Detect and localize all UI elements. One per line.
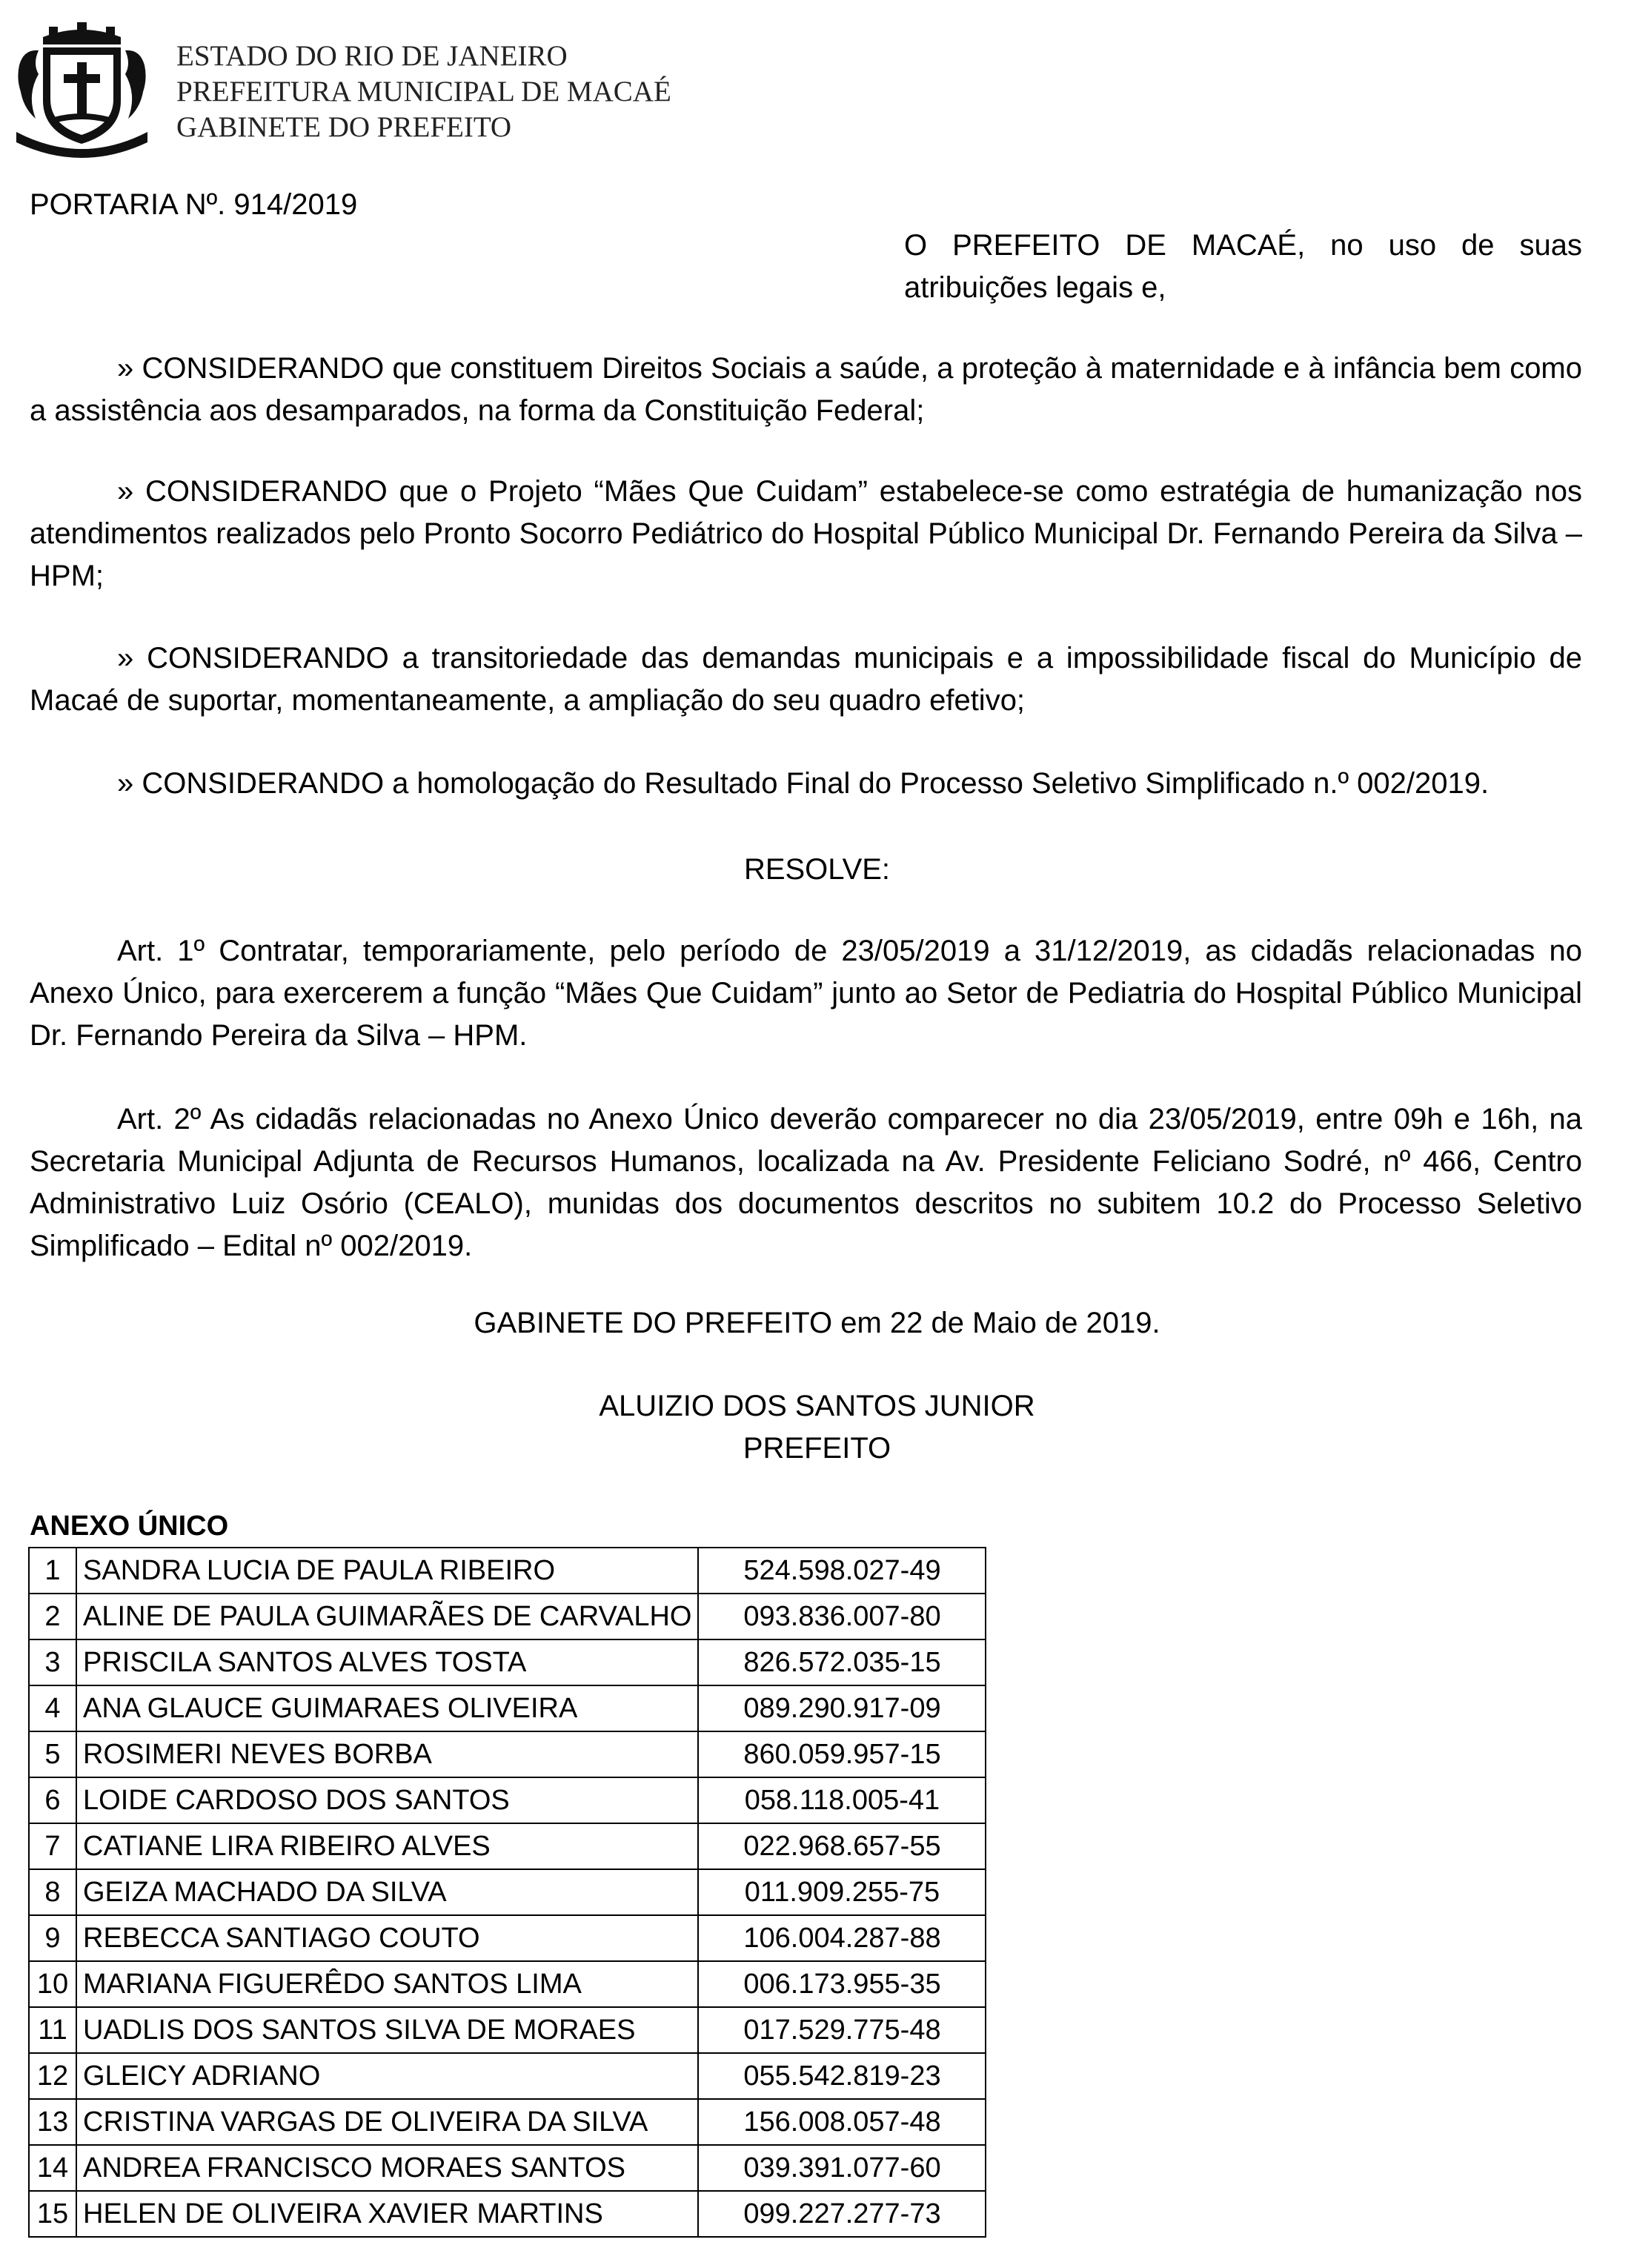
row-number: 5 <box>29 1731 76 1777</box>
letterhead <box>176 39 671 145</box>
row-number: 2 <box>29 1594 76 1639</box>
table-row <box>29 2145 986 2191</box>
table-row <box>29 1961 986 2007</box>
cpf-number: 058.118.005-41 <box>698 1777 986 1823</box>
cpf-number: 089.290.917-09 <box>698 1685 986 1731</box>
row-number: 4 <box>29 1685 76 1731</box>
citizen-name: MARIANA FIGUERÊDO SANTOS LIMA <box>76 1961 698 2007</box>
cpf-number: 017.529.775-48 <box>698 2007 986 2053</box>
table-row <box>29 2191 986 2237</box>
row-number: 8 <box>29 1869 76 1915</box>
considerando-paragraph: » CONSIDERANDO a transitoriedade das demandas municipais e a impossibilidade fiscal do Município de Macaé de suportar, momentaneamente, a ampliação do seu quadro efetivo; <box>30 642 1582 717</box>
annex-table-body <box>29 1548 986 2237</box>
citizen-name: ANA GLAUCE GUIMARAES OLIVEIRA <box>76 1685 698 1731</box>
cpf-number: 039.391.077-60 <box>698 2145 986 2191</box>
table-row <box>29 1594 986 1639</box>
citizen-name: GLEICY ADRIANO <box>76 2053 698 2099</box>
article-paragraph: Art. 1º Contratar, temporariamente, pelo período de 23/05/2019 a 31/12/2019, as cidadãs relacionadas no Anexo Único, para exercerem a função “Mães Que Cuidam” junto ao Setor de Pediatria do Hospital Público Municipal Dr. Fernando Pereira da Silva – HPM. <box>30 935 1582 1052</box>
article-paragraph: Art. 2º As cidadãs relacionadas no Anexo Único deverão comparecer no dia 23/05/2019, entre 09h e 16h, na Secretaria Municipal Adjunta de Recursos Humanos, localizada na Av. Presidente Feliciano Sodré, nº 466, Centro Administrativo Luiz Osório (CEALO), munidas dos documentos descritos no subitem 10.2 do Processo Seletivo Simplificado – Edital nº 002/2019. <box>30 1103 1582 1262</box>
citizen-name: CRISTINA VARGAS DE OLIVEIRA DA SILVA <box>76 2099 698 2145</box>
table-row <box>29 1548 986 1594</box>
office-name: GABINETE DO PREFEITO <box>176 111 512 143</box>
cpf-number: 860.059.957-15 <box>698 1731 986 1777</box>
citizen-name: ROSIMERI NEVES BORBA <box>76 1731 698 1777</box>
cpf-number: 156.008.057-48 <box>698 2099 986 2145</box>
cpf-number: 524.598.027-49 <box>698 1548 986 1594</box>
considerando-4-block <box>30 763 1582 805</box>
table-row <box>29 1777 986 1823</box>
citizen-name: SANDRA LUCIA DE PAULA RIBEIRO <box>76 1548 698 1594</box>
row-number: 15 <box>29 2191 76 2237</box>
table-row <box>29 1685 986 1731</box>
citizen-name: HELEN DE OLIVEIRA XAVIER MARTINS <box>76 2191 698 2237</box>
city-hall-name: PREFEITURA MUNICIPAL DE MACAÉ <box>176 76 671 107</box>
considerando-paragraph: » CONSIDERANDO que o Projeto “Mães Que Cuidam” estabelece-se como estratégia de humanização nos atendimentos realizados pelo Pronto Socorro Pediátrico do Hospital Público Municipal Dr. Fernando Pereira da Silva – HPM; <box>30 475 1582 592</box>
citizen-name: LOIDE CARDOSO DOS SANTOS <box>76 1777 698 1823</box>
table-row <box>29 2099 986 2145</box>
table-row <box>29 1915 986 1961</box>
considerando-3-block <box>30 637 1582 722</box>
row-number: 10 <box>29 1961 76 2007</box>
cpf-number: 011.909.255-75 <box>698 1869 986 1915</box>
citizen-name: ANDREA FRANCISCO MORAES SANTOS <box>76 2145 698 2191</box>
annex-table <box>28 1547 986 2238</box>
cpf-number: 093.836.007-80 <box>698 1594 986 1639</box>
considerando-paragraph: » CONSIDERANDO a homologação do Resultado Final do Processo Seletivo Simplificado n.º 002/2019. <box>117 767 1489 800</box>
cpf-number: 006.173.955-35 <box>698 1961 986 2007</box>
table-row <box>29 1869 986 1915</box>
coat-of-arms-icon <box>13 21 150 158</box>
row-number: 13 <box>29 2099 76 2145</box>
annex-title: ANEXO ÚNICO <box>30 1511 229 1542</box>
citizen-name: UADLIS DOS SANTOS SILVA DE MORAES <box>76 2007 698 2053</box>
signatory-name: ALUIZIO DOS SANTOS JUNIOR <box>599 1390 1035 1422</box>
row-number: 3 <box>29 1639 76 1685</box>
table-row <box>29 2007 986 2053</box>
citizen-name: ALINE DE PAULA GUIMARÃES DE CARVALHO <box>76 1594 698 1639</box>
signatory-title: PREFEITO <box>743 1432 891 1465</box>
table-row <box>29 1639 986 1685</box>
considerando-2-block <box>30 471 1582 597</box>
preamble: O PREFEITO DE MACAÉ, no uso de suas atribuições legais e, <box>904 229 1582 304</box>
row-number: 6 <box>29 1777 76 1823</box>
row-number: 11 <box>29 2007 76 2053</box>
cpf-number: 826.572.035-15 <box>698 1639 986 1685</box>
closing-line: GABINETE DO PREFEITO em 22 de Maio de 2019. <box>474 1307 1160 1339</box>
row-number: 1 <box>29 1548 76 1594</box>
portaria-number: PORTARIA Nº. 914/2019 <box>30 188 358 221</box>
row-number: 14 <box>29 2145 76 2191</box>
article-1-block <box>30 930 1582 1057</box>
row-number: 9 <box>29 1915 76 1961</box>
citizen-name: CATIANE LIRA RIBEIRO ALVES <box>76 1823 698 1869</box>
table-row <box>29 2053 986 2099</box>
cpf-number: 099.227.277-73 <box>698 2191 986 2237</box>
row-number: 12 <box>29 2053 76 2099</box>
state-name: ESTADO DO RIO DE JANEIRO <box>176 40 568 72</box>
considerando-paragraph: » CONSIDERANDO que constituem Direitos Sociais a saúde, a proteção à maternidade e à infância bem como a assistência aos desamparados, na forma da Constituição Federal; <box>30 352 1582 427</box>
resolve-heading: RESOLVE: <box>743 853 891 886</box>
article-2-block <box>30 1098 1582 1267</box>
considerando-1-block <box>30 348 1582 432</box>
citizen-name: GEIZA MACHADO DA SILVA <box>76 1869 698 1915</box>
cpf-number: 022.968.657-55 <box>698 1823 986 1869</box>
table-row <box>29 1823 986 1869</box>
cpf-number: 055.542.819-23 <box>698 2053 986 2099</box>
table-row <box>29 1731 986 1777</box>
citizen-name: PRISCILA SANTOS ALVES TOSTA <box>76 1639 698 1685</box>
citizen-name: REBECCA SANTIAGO COUTO <box>76 1915 698 1961</box>
cpf-number: 106.004.287-88 <box>698 1915 986 1961</box>
row-number: 7 <box>29 1823 76 1869</box>
